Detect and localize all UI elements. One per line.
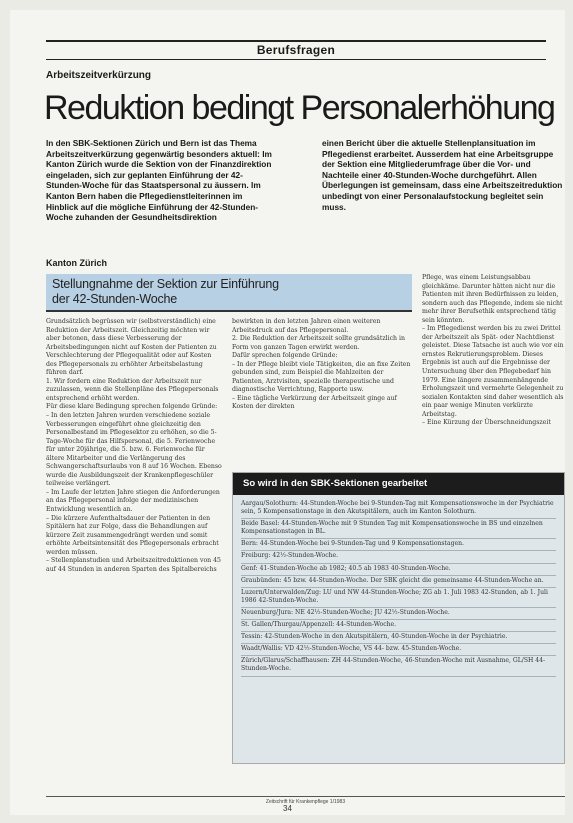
lead-left: In den SBK-Sektionen Zürich und Bern ist das Thema Arbeitszeitverkürzung gegenwärtig besonders aktuell: Im Kanton Zürich wurde die Sektion von der Finanzdirektion eingeladen, sich zur geplanten Einführung der 42-Stunden-Woche für das Staatspersonal zu äussern. Im Kanton Bern haben die Pflegedienstleiterinnen im Hinblick auf die mögliche Einführung der 42-Stunden-Woche zuhanden der Gesundheitsdirektion bbox=[46, 138, 272, 223]
sections-info-box bbox=[232, 472, 565, 764]
info-row: Freiburg: 42½-Stunden-Woche. bbox=[241, 551, 556, 563]
info-row: Luzern/Unterwalden/Zug: LU und NW 44-Stunden-Woche; ZG ab 1. Juli 1983 42-Stunden, ab 1. Juli 1986 42-Stunden-Woche. bbox=[241, 588, 556, 608]
info-row: Tessin: 42-Stunden-Woche in den Akutspitälern, 40-Stunden-Woche in der Psychiatrie. bbox=[241, 632, 556, 644]
paragraph: – Eine Kürzung der Überschneidungszeit bbox=[422, 419, 551, 427]
page-number: 34 bbox=[283, 804, 292, 813]
headline: Reduktion bedingt Personalerhöhung bbox=[44, 89, 555, 127]
info-row: Bern: 44-Stunden-Woche bei 9-Stunden-Tag und 9 Kompensationstagen. bbox=[241, 539, 556, 551]
footer: Zeitschrift für Krankenpflege 1/1983 bbox=[46, 796, 565, 805]
statement-title-box bbox=[46, 274, 412, 312]
paragraph: – In den letzten Jahren wurden verschiedene soziale Verbesserungen eingeführt ohne gleichzeitig den Personalbestand im Pflegesektor zu erhöhen, so die 5-Tage-Woche für das Hilfspersonal, die 5. Ferienwoche für unter 20jährige, die 5. bzw. 6. Ferienwoche für ältere Mitarbeiter und die Verlängerung des Schwangerschaftsurlaubs von 8 auf 16 Wochen. Ebenso wurde die Ausbildungszeit der Krankenpflegeschüler teilweise verlängert. bbox=[46, 412, 222, 488]
paragraph: Pflege, was einem Leistungsabbau gleichkäme. Darunter hätten nicht nur die Patienten mit ihren Bedürfnissen zu leiden, sondern auch das Pflegende, indem sie nicht mehr ihrer Berufsethik entsprechend tätig sein könnten. bbox=[422, 274, 563, 324]
paragraph: – Die kürzere Aufenthaltsdauer der Patienten in den Spitälern hat zur Folge, dass die Behandlungen auf kürzere Zeit zusammengedrängt werden und somit erhöhte Arbeitsintensität des Pflegepersonals erbracht werden müssen. bbox=[46, 514, 219, 556]
column-2 bbox=[232, 318, 412, 466]
section-header: Berufsfragen bbox=[46, 40, 546, 60]
paragraph: – Eine tägliche Verkürzung der Arbeitszeit ginge auf Kosten der direkten bbox=[232, 394, 397, 411]
kicker: Arbeitszeitverkürzung bbox=[46, 70, 152, 81]
paragraph: – Im Pflegedienst werden bis zu zwei Drittel der Arbeitszeit als Spät- oder Nachtdienst geleistet. Diese Tatsache ist auch wie vor ein ernstes Rekrutierungsproblem. Dieses Ergebnis ist auch auf die Ergebnisse der Untersuchung über den Pflegebedarf hin 1979. Eine längere zusammenhängende Erholungszeit und vermehrte Gelegenheit zu sozialen Kontakten sind daher wesentlich als ein paar wenige Minuten verkürzte Arbeitstag. bbox=[422, 325, 564, 418]
magazine-page bbox=[10, 10, 565, 815]
info-row: Zürich/Glarus/Schaffhausen: ZH 44-Stunden-Woche, 46-Stunden-Woche mit Ausnahme, GL/SH 44-Stunden-Woche. bbox=[241, 656, 556, 676]
info-row: Neuenburg/Jura: NE 42½-Stunden-Woche; JU 42½-Stunden-Woche. bbox=[241, 608, 556, 620]
paragraph: – Im Laufe der letzten Jahre stiegen die Anforderungen an das Pflegepersonal infolge der medizinischen Entwicklung wesentlich an. bbox=[46, 488, 220, 514]
paragraph: bewirkten in den letzten Jahren einen weiteren Arbeitsdruck auf das Pflegepersonal. bbox=[232, 318, 381, 334]
statement-title-line-2: der 42-Stunden-Woche bbox=[52, 292, 178, 306]
info-row: Aargau/Solothurn: 44-Stunden-Woche bei 9-Stunden-Tag mit Kompensationswoche in der Psychiatrie sein, 5 Kompensationstage in den Akutspitälern, auch im Kanton Solothurn. bbox=[241, 499, 556, 519]
info-row: Graubünden: 45 bzw. 44-Stunden-Woche. Der SBK gleicht die gemeinsame 44-Stunden-Woche an. bbox=[241, 576, 556, 588]
statement-title-line-1: Stellungnahme der Sektion zur Einführung bbox=[52, 277, 279, 291]
paragraph: Für diese klare Bedingung sprechen folgende Gründe: bbox=[46, 403, 218, 411]
paragraph: Dafür sprechen folgende Gründe: bbox=[232, 352, 338, 360]
paragraph: – In der Pflege bleibt viele Tätigkeiten, die an fixe Zeiten gebunden sind, zum Beispiel die Mahlzeiten der Patienten, Arztvisiten, spezielle therapeutische und diagnostische Verrichtung, Rapporte usw. bbox=[232, 360, 411, 394]
region-heading: Kanton Zürich bbox=[46, 258, 107, 268]
info-row: Beide Basel: 44-Stunden-Woche mit 9 Stunden Tag mit Kompensationswoche in BS und einzelnen Kompensationstagen in BL. bbox=[241, 519, 556, 539]
info-box-title: So wird in den SBK-Sektionen gearbeitet bbox=[233, 473, 564, 495]
info-row: Waadt/Wallis: VD 42½-Stunden-Woche, VS 44- bzw. 45-Stunden-Woche. bbox=[241, 644, 556, 656]
paragraph: Grundsätzlich begrüssen wir (selbstverständlich) eine Reduktion der Arbeitszeit. Gleichzeitig möchten wir aber betonen, dass diese Verbesserung der Arbeitsbedingungen nicht auf Kosten der Patienten zu Verschlechterung der Pflegequalität oder auf Kosten des Pflegepersonals zu erhöhter Arbeitsbelastung führen darf. bbox=[46, 318, 217, 377]
info-row: St. Gallen/Thurgau/Appenzell: 44-Stunden-Woche. bbox=[241, 620, 556, 632]
info-row: Genf: 41-Stunden-Woche ab 1982; 40.5 ab 1983 40-Stunden-Woche. bbox=[241, 564, 556, 576]
paragraph: 2. Die Reduktion der Arbeitszeit sollte grundsätzlich in Form von ganzen Tagen erwirkt werden. bbox=[232, 335, 405, 351]
paragraph: 1. Wir fordern eine Reduktion der Arbeitszeit nur zuzulassen, wenn die Stellenpläne des Pflegepersonals entsprechend erhöht werden. bbox=[46, 377, 219, 402]
info-box-body bbox=[233, 495, 564, 681]
paragraph: – Stellenplanstudien und Arbeitszeitreduktionen von 45 auf 44 Stunden in anderen Sparten des Spitalbereichs bbox=[46, 557, 221, 573]
lead-right: einen Bericht über die aktuelle Stellenplansituation im Pflegedienst erarbeitet. Ausserdem hat eine Arbeitsgruppe der Sektion eine Mitgliederumfrage über die Vor- und Nachteile einer 40-Stunden-Woche durchgeführt. Allen Überlegungen ist gemeinsam, dass eine Arbeitszeitreduktion unbedingt von einer Personalaufstockung begleitet sein muss. bbox=[322, 138, 563, 212]
column-3 bbox=[422, 274, 565, 470]
column-1 bbox=[46, 318, 224, 794]
